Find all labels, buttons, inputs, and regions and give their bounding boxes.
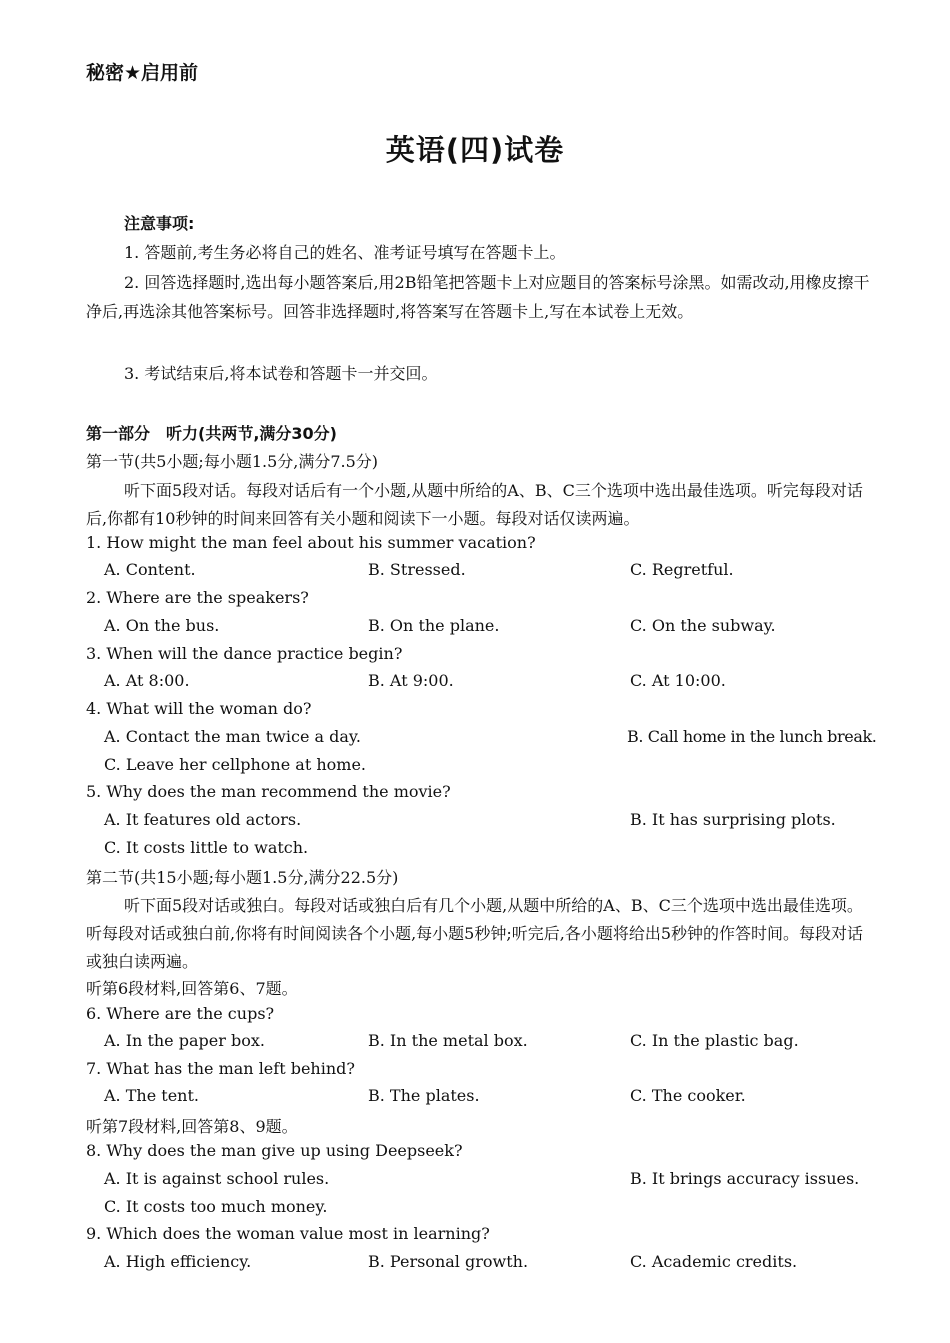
- q7-option-c: C. The cooker.: [630, 1086, 746, 1105]
- note-item-2: 2. 回答选择题时,选出每小题答案后,用2B铅笔把答题卡上对应题目的答案标号涂黑。如需改动,用橡皮擦干净后,再选涂其他答案标号。回答非选择题时,将答案写在答题卡上,写在本试卷上无效。: [86, 273, 870, 321]
- q7-option-b: B. The plates.: [368, 1086, 480, 1105]
- q1-option-b: B. Stressed.: [368, 560, 466, 579]
- q9-option-c: C. Academic credits.: [630, 1252, 798, 1271]
- q3-option-b: B. At 9:00.: [368, 671, 454, 690]
- q4-option-c: C. Leave her cellphone at home.: [104, 755, 366, 774]
- q4-option-a: A. Contact the man twice a day.: [104, 727, 361, 746]
- part-heading: 第一部分 听力(共两节,满分30分): [86, 424, 337, 443]
- note-item-3: 3. 考试结束后,将本试卷和答题卡一并交回。: [124, 364, 438, 383]
- q8-option-b: B. It brings accuracy issues.: [630, 1169, 860, 1188]
- q8-option-a: A. It is against school rules.: [104, 1169, 330, 1188]
- question-9: 9. Which does the woman value most in learning?: [86, 1224, 490, 1243]
- confidential-label: 秘密★启用前: [86, 62, 199, 84]
- q2-option-a: A. On the bus.: [104, 616, 220, 635]
- q5-option-b: B. It has surprising plots.: [630, 810, 836, 829]
- material-7-label: 听第7段材料,回答第8、9题。: [86, 1117, 298, 1136]
- q9-option-a: A. High efficiency.: [104, 1252, 252, 1271]
- q1-option-a: A. Content.: [104, 560, 196, 579]
- question-3: 3. When will the dance practice begin?: [86, 644, 403, 663]
- section-2-instructions: 听下面5段对话或独白。每段对话或独白后有几个小题,从题中所给的A、B、C三个选项中选出最佳选项。听每段对话或独白前,你将有时间阅读各个小题,每小题5秒钟;听完后,各小题将给出5秒钟的作答时间。每段对话或独白读两遍。: [86, 896, 864, 971]
- question-6: 6. Where are the cups?: [86, 1004, 275, 1023]
- q7-option-a: A. The tent.: [104, 1086, 199, 1105]
- question-1: 1. How might the man feel about his summer vacation?: [86, 533, 536, 552]
- question-5: 5. Why does the man recommend the movie?: [86, 782, 451, 801]
- section-1-instructions: 听下面5段对话。每段对话后有一个小题,从题中所给的A、B、C三个选项中选出最佳选项。听完每段对话后,你都有10秒钟的时间来回答有关小题和阅读下一小题。每段对话仅读两遍。: [86, 481, 863, 528]
- q3-option-a: A. At 8:00.: [104, 671, 190, 690]
- question-7: 7. What has the man left behind?: [86, 1059, 355, 1078]
- question-8: 8. Why does the man give up using Deepseek?: [86, 1141, 463, 1160]
- q8-option-c: C. It costs too much money.: [104, 1197, 328, 1216]
- q6-option-c: C. In the plastic bag.: [630, 1031, 799, 1050]
- question-4: 4. What will the woman do?: [86, 699, 312, 718]
- page-title: 英语(四)试卷: [385, 133, 565, 167]
- q5-option-a: A. It features old actors.: [104, 810, 302, 829]
- q2-option-c: C. On the subway.: [630, 616, 776, 635]
- q4-option-b: B. Call home in the lunch break.: [627, 727, 877, 746]
- q2-option-b: B. On the plane.: [368, 616, 500, 635]
- q9-option-b: B. Personal growth.: [368, 1252, 529, 1271]
- q1-option-c: C. Regretful.: [630, 560, 734, 579]
- question-2: 2. Where are the speakers?: [86, 588, 309, 607]
- q6-option-b: B. In the metal box.: [368, 1031, 528, 1050]
- section-2-heading: 第二节(共15小题;每小题1.5分,满分22.5分): [86, 868, 399, 887]
- note-item-1: 1. 答题前,考生务必将自己的姓名、准考证号填写在答题卡上。: [124, 243, 566, 262]
- q5-option-c: C. It costs little to watch.: [104, 838, 309, 857]
- notes-heading: 注意事项:: [124, 214, 195, 233]
- section-1-heading: 第一节(共5小题;每小题1.5分,满分7.5分): [86, 452, 379, 471]
- q3-option-c: C. At 10:00.: [630, 671, 726, 690]
- material-6-label: 听第6段材料,回答第6、7题。: [86, 979, 298, 998]
- q6-option-a: A. In the paper box.: [104, 1031, 265, 1050]
